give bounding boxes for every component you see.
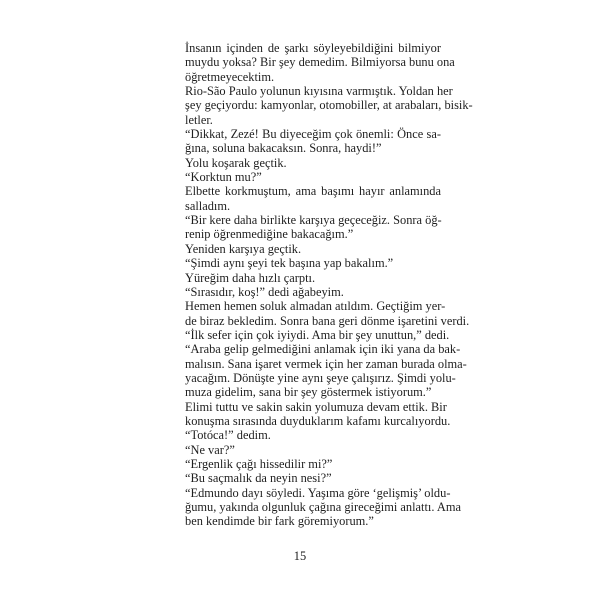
paragraph (163, 242, 441, 256)
text-line: “İlk sefer için çok iyiydi. Ama bir şey unuttun,” dedi. (185, 327, 450, 342)
text-line: “Sırasıdır, koş!” dedi ağabeyim. (185, 284, 344, 299)
page-number: 15 (293, 549, 307, 563)
text-line: de biraz bekledim. Sonra bana geri dönme işaretini verdi. (185, 313, 470, 328)
text-line: “Dikkat, Zezé! Bu diyeceğim çok önemli: Önce sa- (185, 127, 441, 142)
text-line: letler. (185, 112, 213, 127)
paragraph (163, 327, 467, 400)
paragraph (163, 428, 441, 442)
text-line: malısın. Sana işaret vermek için her zaman burada olma- (185, 356, 467, 371)
paragraph (163, 41, 455, 84)
text-line: ğumu, yakında olgunluk çağına gireceğimi anlattı. Ama (185, 500, 461, 514)
text-line: “Bu saçmalık da neyin nesi?” (185, 471, 332, 486)
paragraph (163, 457, 441, 471)
text-line: öğretmeyecektim. (185, 69, 275, 84)
text-line: İnsanın içinden de şarkı söyleyebildiğini bilmiyor (185, 41, 441, 55)
paragraph (163, 127, 441, 156)
book-page-text (163, 41, 473, 529)
paragraph (163, 184, 441, 213)
paragraph (163, 213, 441, 242)
text-line: Elbette korkmuştum, ama başımı hayır anlamında (185, 184, 441, 199)
text-line: konuşma sırasında duyduklarım kafamı kurcalıyordu. (185, 413, 451, 428)
text-line: “Korktun mu?” (185, 170, 262, 185)
text-line: salladım. (185, 198, 231, 213)
paragraph (163, 471, 441, 485)
paragraph (163, 285, 441, 299)
paragraph (163, 443, 441, 457)
text-line: Yüreğim daha hızlı çarptı. (185, 270, 316, 285)
text-line: ğına, soluna bakacaksın. Sonra, haydi!” (185, 141, 382, 156)
paragraph (163, 399, 451, 429)
paragraph (163, 485, 461, 529)
text-line: renip öğrenmediğine bakacağım.” (185, 227, 354, 242)
text-line: “Bir kere daha birlikte karşıya geçeceğiz. Sonra öğ- (185, 213, 442, 228)
text-line: muydu yoksa? Bir şey demedim. Bilmiyorsa bunu ona (185, 55, 455, 70)
paragraph (163, 299, 470, 328)
paragraph (163, 170, 441, 184)
text-line: muza gidelim, sana bir şey göstermek istiyorum.” (185, 385, 432, 400)
text-line: Rio-São Paulo yolunun kıyısına varmıştık. Yoldan her (185, 84, 453, 99)
text-line: “Araba gelip gelmediğini anlamak için iki yana da bak- (185, 342, 461, 357)
paragraph (163, 156, 441, 170)
text-line: “Edmundo dayı söyledi. Yaşıma göre ‘gelişmiş’ oldu- (185, 485, 451, 500)
text-line: Hemen hemen soluk almadan atıldım. Geçtiğim yer- (185, 299, 446, 314)
text-line: şey geçiyordu: kamyonlar, otomobiller, at arabaları, bisik- (185, 98, 473, 113)
text-line: “Totóca!” dedim. (185, 428, 271, 443)
text-line: ben kendimde bir fark göremiyorum.” (185, 514, 374, 529)
text-line: Yeniden karşıya geçtik. (185, 241, 302, 256)
text-line: Elimi tuttu ve sakin sakin yolumuza devam ettik. Bir (185, 399, 447, 414)
text-line: yacağım. Dönüşte yine aynı şeye çalışırız. Şimdi yolu- (185, 370, 456, 385)
paragraph (163, 256, 441, 270)
text-line: “Ne var?” (185, 442, 235, 457)
text-line: Yolu koşarak geçtik. (185, 155, 287, 170)
paragraph (163, 84, 473, 127)
text-line: “Şimdi aynı şeyi tek başına yap bakalım.” (185, 256, 394, 271)
paragraph (163, 271, 441, 285)
text-line: “Ergenlik çağı hissedilir mi?” (185, 456, 333, 471)
